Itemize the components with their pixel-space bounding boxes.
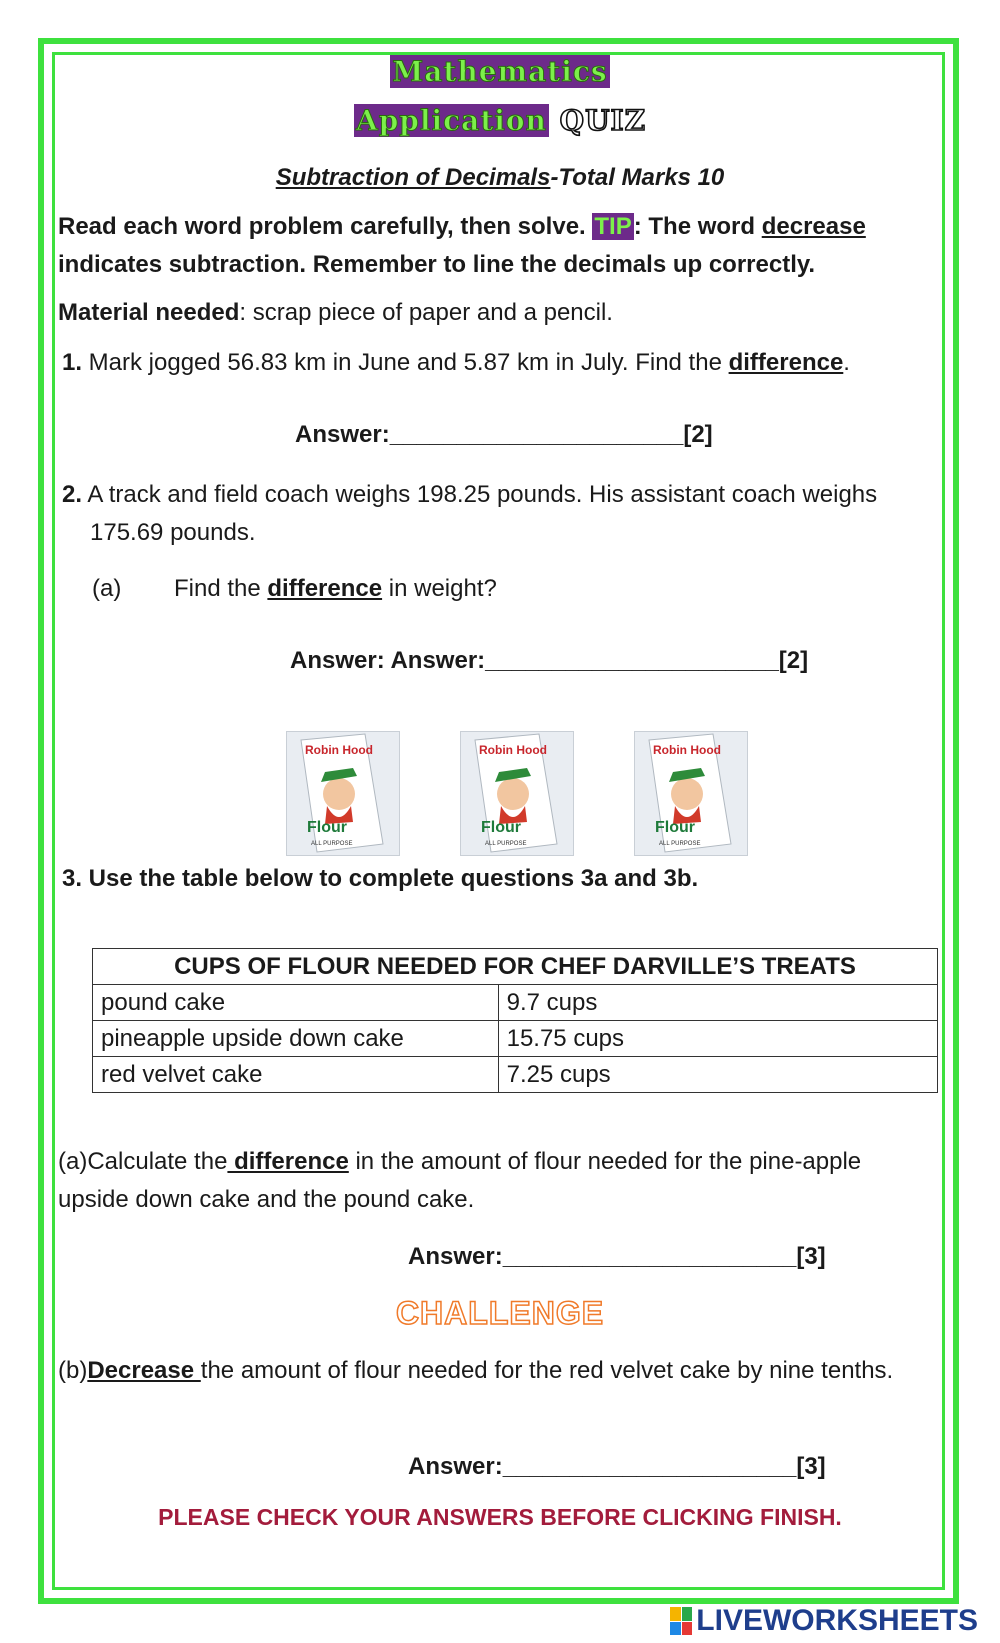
flour-1-product: Flour [307,819,347,836]
flour-2-sub: ALL PURPOSE [485,841,527,847]
table-row [93,1021,938,1057]
liveworksheets-logo[interactable] [670,1604,978,1638]
title-quiz: QUIZ [559,104,647,137]
table-cell-treat: pineapple upside down cake [93,1021,499,1057]
table-cell-cups: 15.75 cups [498,1021,937,1057]
q3b-keyword: Decrease [87,1357,201,1384]
table-header-row [93,949,938,985]
instructions-part3: indicates subtraction. Remember to line the decimals up correctly. [58,251,816,278]
footer-brand: LIVEWORKSHEETS [696,1604,978,1637]
table-cell-cups: 7.25 cups [498,1057,937,1093]
subtitle-topic: Subtraction of Decimals [275,164,551,191]
instructions-part2: : The word [633,213,762,240]
question-2 [62,476,930,552]
material-label: Material needed [58,299,240,326]
subtitle [0,164,1000,192]
q1-number: 1. [62,349,83,376]
table-row [93,1057,938,1093]
q2a-label: (a) [92,575,122,602]
q2-text: A track and field coach weighs 198.25 pounds. His assistant coach weighs 175.69 pounds. [82,481,878,546]
instructions [58,208,938,284]
table-cell-treat: pound cake [93,985,499,1021]
q3a-prefix: (a)Calculate the [58,1148,228,1175]
q1-text: Mark jogged 56.83 km in June and 5.87 km in July. Find the [82,349,729,376]
flour-3-brand: Robin Hood [653,743,721,757]
title-application: Application [355,104,547,137]
flour-3-product: Flour [655,819,695,836]
question-1 [62,344,942,382]
subtitle-marks: -Total Marks 10 [550,164,725,191]
tip-badge: TIP [594,213,632,240]
q2a-keyword: difference [267,575,383,602]
question-3b [58,1352,938,1390]
table-header: CUPS OF FLOUR NEEDED FOR CHEF DARVILLE’S TREATS [93,949,938,985]
q1-end: . [843,349,850,376]
q2a-end: in weight? [382,575,497,602]
q2-number: 2. [62,481,83,508]
title-line-1 [0,55,1000,88]
flour-1-brand: Robin Hood [305,743,373,757]
finish-warning: PLEASE CHECK YOUR ANSWERS BEFORE CLICKING FINISH. [158,1504,842,1530]
table-row [93,985,938,1021]
q3a-keyword: difference [227,1148,349,1175]
q3b-prefix: (b) [58,1357,88,1384]
liveworksheets-icon [670,1607,692,1635]
q2-part-a [92,570,972,608]
q2a-text: Find the [174,575,268,602]
flour-2-brand: Robin Hood [479,743,547,757]
material-text: : scrap piece of paper and a pencil. [239,299,613,326]
question-3a [58,1143,938,1219]
challenge-heading: CHALLENGE [395,1295,605,1331]
q3b-answer-field[interactable]: Answer:______________________[3] [408,1453,826,1480]
flour-bag-image-1 [286,731,400,856]
instructions-part1: Read each word problem carefully, then solve. [58,213,593,240]
q1-answer-field[interactable]: Answer:______________________[2] [295,421,713,448]
q2-answer-field[interactable]: Answer: Answer:______________________[2] [290,647,809,674]
q3a-text: in the amount of flour needed for the pine-apple upside down cake and the pound cake. [58,1148,862,1213]
q1-keyword: difference [728,349,844,376]
title-mathematics: Mathematics [392,55,608,88]
question-3: 3. Use the table below to complete questions 3a and 3b. [62,865,699,892]
table-cell-cups: 9.7 cups [498,985,937,1021]
flour-3-sub: ALL PURPOSE [659,841,701,847]
flour-2-product: Flour [481,819,521,836]
q3b-text: the amount of flour needed for the red velvet cake by nine tenths. [200,1357,894,1384]
flour-bag-image-3 [634,731,748,856]
flour-1-sub: ALL PURPOSE [311,841,353,847]
flour-table [92,948,938,1093]
instructions-keyword: decrease [761,213,866,240]
title-line-2 [0,104,1000,137]
q3a-answer-field[interactable]: Answer:______________________[3] [408,1243,826,1270]
material-needed [58,294,938,332]
table-cell-treat: red velvet cake [93,1057,499,1093]
flour-bag-image-2 [460,731,574,856]
